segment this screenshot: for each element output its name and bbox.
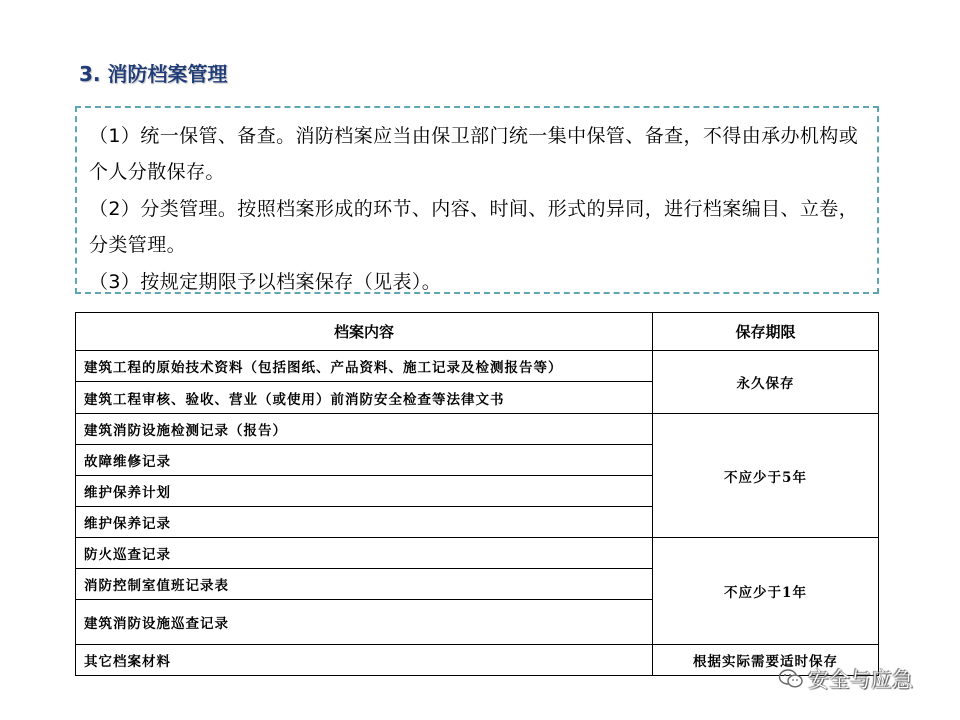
paragraph-1: （1）统一保管、备查。消防档案应当由保卫部门统一集中保管、备查，不得由承办机构或个人分散保存。	[89, 125, 859, 184]
table-cell-period: 永久保存	[653, 351, 879, 414]
table-cell-item: 维护保养记录	[76, 507, 653, 538]
paragraph-3: （3）按规定期限予以档案保存（见表）。	[89, 270, 442, 293]
archive-retention-table	[75, 312, 879, 676]
table-cell-period: 不应少于1年	[653, 538, 879, 645]
table-cell-period: 根据实际需要适时保存	[653, 645, 879, 676]
table-cell-item: 维护保养计划	[76, 476, 653, 507]
watermark-text: 安全与应急	[808, 668, 913, 692]
table-cell-item: 建筑工程审核、验收、营业（或使用）前消防安全检查等法律文书	[76, 382, 653, 414]
table-cell-item: 防火巡查记录	[76, 538, 653, 569]
section-title: 3. 消防档案管理	[79, 62, 228, 86]
wechat-icon	[778, 668, 804, 690]
table-cell-item: 故障维修记录	[76, 445, 653, 476]
table-cell-period: 不应少于5年	[653, 414, 879, 538]
table-row	[76, 351, 879, 382]
table-row	[76, 645, 879, 676]
header-content: 档案内容	[76, 313, 653, 351]
table-cell-item: 建筑消防设施检测记录（报告）	[76, 414, 653, 445]
table-row	[76, 414, 879, 445]
header-period: 保存期限	[653, 313, 879, 351]
table-cell-item: 其它档案材料	[76, 645, 653, 676]
paragraph-2: （2）分类管理。按照档案形成的环节、内容、时间、形式的异同，进行档案编目、立卷，分类管理。	[89, 197, 859, 257]
text-box	[75, 106, 879, 294]
table-cell-item: 建筑消防设施巡查记录	[76, 600, 653, 645]
table-cell-item: 消防控制室值班记录表	[76, 569, 653, 600]
table-row	[76, 538, 879, 569]
watermark	[778, 664, 913, 694]
table-header-row	[76, 313, 879, 351]
table-cell-item: 建筑工程的原始技术资料（包括图纸、产品资料、施工记录及检测报告等）	[76, 351, 653, 382]
